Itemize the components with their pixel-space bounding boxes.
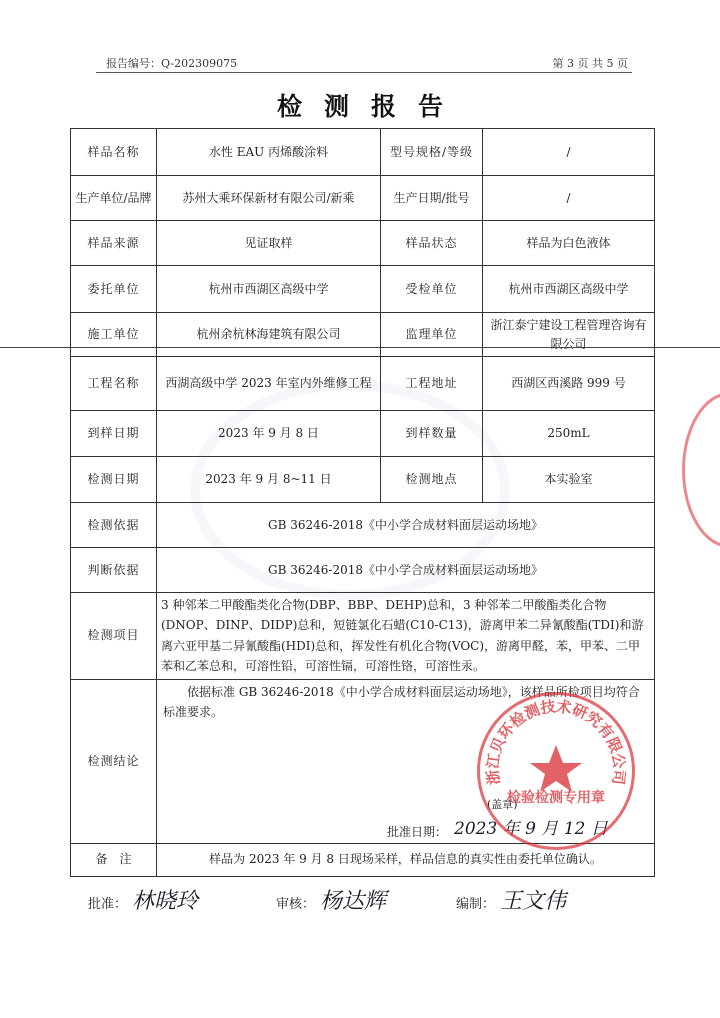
compile-signature: 王文伟	[500, 889, 567, 914]
value-test-date: 2023 年 9 月 8~11 日	[157, 457, 381, 503]
label-sample-source: 样品来源	[71, 221, 157, 266]
value-test-basis: GB 36246-2018《中小学合成材料面层运动场地》	[157, 503, 655, 548]
table-row	[71, 411, 655, 457]
table-row	[71, 313, 655, 357]
page-indicator: 第 3 页 共 5 页	[552, 57, 628, 70]
label-test-date: 检测日期	[71, 457, 157, 503]
label-project-address: 工程地址	[381, 357, 483, 411]
value-sample-state: 样品为白色液体	[483, 221, 655, 266]
value-sample-name: 水性 EAU 丙烯酸涂料	[157, 129, 381, 176]
approval-date-handwritten: 2023 年 9 月 12 日	[454, 818, 608, 839]
value-arrival-date: 2023 年 9 月 8 日	[157, 411, 381, 457]
table-row	[71, 176, 655, 221]
label-contractor: 施工单位	[71, 313, 157, 357]
report-title: 检测报告	[276, 92, 465, 121]
value-manufacturer: 苏州大乘环保新材有限公司/新乘	[157, 176, 381, 221]
label-manufacturer: 生产单位/品牌	[71, 176, 157, 221]
label-test-basis: 检测依据	[71, 503, 157, 548]
label-production-date: 生产日期/批号	[381, 176, 483, 221]
label-client: 委托单位	[71, 266, 157, 313]
label-model-spec: 型号规格/等级	[381, 129, 483, 176]
label-arrival-qty: 到样数量	[381, 411, 483, 457]
approve-signature: 林晓玲	[132, 889, 199, 914]
table-row	[71, 221, 655, 266]
table-row	[71, 129, 655, 176]
header-divider	[96, 72, 632, 73]
label-inspected-unit: 受检单位	[381, 266, 483, 313]
table-row	[71, 503, 655, 548]
approve-label: 批准：	[88, 897, 128, 912]
table-row	[71, 593, 655, 680]
label-sample-state: 样品状态	[381, 221, 483, 266]
value-inspected-unit: 杭州市西湖区高级中学	[483, 266, 655, 313]
table-row	[71, 266, 655, 313]
seal-bottom-text: 检验检测专用章	[507, 790, 605, 806]
conclusion-text: 依据标准 GB 36246-2018《中小学合成材料面层运动场地》，该样品所检项目均符合标准要求。	[163, 684, 640, 719]
value-test-items: 3 种邻苯二甲酸酯类化合物(DBP、BBP、DEHP)总和，3 种邻苯二甲酸酯类化合物(DNOP、DINP、DIDP)总和，短链氯化石蜡(C10-C13)，游离甲苯二异氰酸酯(TDI)和游离六亚甲基二异氰酸酯(HDI)总和，挥发性有机化合物(VOC)，游离甲醛，苯，甲苯、二甲苯和乙苯总和，可溶性铅，可溶性镉，可溶性铬，可溶性汞。	[157, 593, 655, 680]
seal-star-icon	[530, 745, 582, 792]
value-model-spec: /	[483, 129, 655, 176]
table-row	[71, 548, 655, 593]
value-sample-source: 见证取样	[157, 221, 381, 266]
seal-note: (盖章)	[487, 797, 518, 811]
value-project-name: 西湖高级中学 2023 年室内外维修工程	[157, 357, 381, 411]
report-number: 报告编号：Q-202309075	[106, 57, 238, 70]
value-arrival-qty: 250mL	[483, 411, 655, 457]
seal-ring-text: 浙江贝环检测技术研究有限公司	[483, 697, 629, 786]
review-label: 审核：	[276, 897, 316, 912]
scan-fold-line	[0, 347, 720, 348]
value-production-date: /	[483, 176, 655, 221]
label-supervisor: 监理单位	[381, 313, 483, 357]
label-test-location: 检测地点	[381, 457, 483, 503]
value-project-address: 西湖区西溪路 999 号	[483, 357, 655, 411]
table-row	[71, 457, 655, 503]
label-conclusion: 检测结论	[71, 679, 157, 843]
label-remark: 备 注	[71, 843, 157, 876]
label-sample-name: 样品名称	[71, 129, 157, 176]
label-judgment-basis: 判断依据	[71, 548, 157, 593]
value-remark: 样品为 2023 年 9 月 8 日现场采样，样品信息的真实性由委托单位确认。	[157, 843, 655, 876]
value-supervisor: 浙江泰宁建设工程管理咨询有限公司	[483, 313, 655, 357]
table-row	[71, 357, 655, 411]
compile-label: 编制：	[456, 897, 496, 912]
value-client: 杭州市西湖区高级中学	[157, 266, 381, 313]
approval-date-label: 批准日期：	[387, 824, 448, 839]
value-contractor: 杭州余杭林海建筑有限公司	[157, 313, 381, 357]
inspection-seal	[477, 692, 635, 850]
value-judgment-basis: GB 36246-2018《中小学合成材料面层运动场地》	[157, 548, 655, 593]
label-test-items: 检测项目	[71, 593, 157, 680]
seal-graphic	[480, 695, 632, 847]
label-arrival-date: 到样日期	[71, 411, 157, 457]
edge-seal-fragment	[682, 392, 720, 548]
label-project-name: 工程名称	[71, 357, 157, 411]
value-test-location: 本实验室	[483, 457, 655, 503]
review-signature: 杨达辉	[320, 889, 387, 914]
